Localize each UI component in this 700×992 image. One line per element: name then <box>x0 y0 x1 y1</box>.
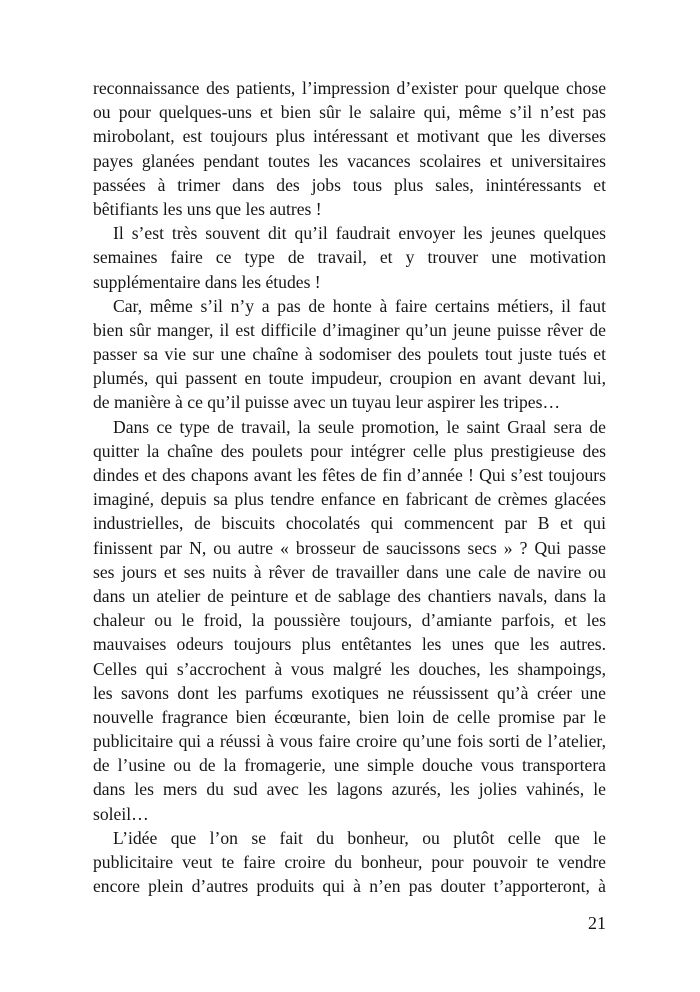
text-line: de l’usine ou de la fromagerie, une simple douche vous transportera <box>93 755 606 776</box>
text-line: dans les mers du sud avec les lagons azurés, les jolies vahinés, le <box>93 779 606 800</box>
text-line: soleil… <box>93 803 149 824</box>
text-line: dindes et des chapons avant les fêtes de fin d’année ! Qui s’est toujours <box>93 465 606 485</box>
text-line: Dans ce type de travail, la seule promotion, le saint Graal sera de <box>113 416 606 437</box>
text-line: bien sûr manger, il est difficile d’imaginer qu’un jeune puisse rêver de <box>93 319 606 340</box>
text-line: finissent par N, ou autre « brosseur de saucissons secs » ? Qui passe <box>93 537 606 558</box>
text-line: encore plein d’autres produits qui à n’en pas douter t’apporteront, à <box>93 876 606 897</box>
text-line: ou pour quelques-uns et bien sûr le salaire qui, même s’il n’est pas <box>93 102 606 123</box>
text-line: Celles qui s’accrochent à vous malgré les douches, les shampoings, <box>93 658 606 679</box>
text-line: imaginé, depuis sa plus tendre enfance en fabricant de crèmes glacées <box>93 489 606 510</box>
text-line: passer sa vie sur une chaîne à sodomiser des poulets tout juste tués et <box>93 344 606 365</box>
text-line: chaleur ou le froid, la poussière toujours, d’amiante parfois, et les <box>93 610 606 631</box>
paragraph <box>93 76 606 221</box>
body-text <box>93 76 606 898</box>
text-line: plumés, qui passent en toute impudeur, croupion en avant devant lui, <box>93 368 606 389</box>
text-line: nouvelle fragrance bien écœurante, bien loin de celle promise par le <box>93 706 606 727</box>
text-line: payes glanées pendant toutes les vacances scolaires et universitaires <box>93 150 606 171</box>
text-line: semaines faire ce type de travail, et y trouver une motivation <box>93 247 606 268</box>
text-line: L’idée que l’on se fait du bonheur, ou plutôt celle que le <box>113 827 606 848</box>
paragraph <box>93 415 606 826</box>
text-line: les savons dont les parfums exotiques ne réussissent qu’à créer une <box>93 682 606 703</box>
text-line: dans un atelier de peinture et de sablage des chantiers navals, dans la <box>93 585 606 606</box>
text-line: mauvaises odeurs toujours plus entêtantes les unes que les autres. <box>93 634 606 655</box>
text-line: Il s’est très souvent dit qu’il faudrait envoyer les jeunes quelques <box>113 223 606 244</box>
text-line: publicitaire qui a réussi à vous faire croire qu’une fois sorti de l’atelier, <box>93 731 606 752</box>
text-line: mirobolant, est toujours plus intéressant et motivant que les diverses <box>93 126 606 147</box>
text-line: supplémentaire dans les études ! <box>93 271 321 292</box>
text-line: de manière à ce qu’il puisse avec un tuyau leur aspirer les tripes… <box>93 392 561 413</box>
text-line: quitter la chaîne des poulets pour intégrer celle plus prestigieuse des <box>93 440 606 461</box>
text-line: ses jours et ses nuits à rêver de travailler dans une cale de navire ou <box>93 561 606 582</box>
text-line: passées à trimer dans des jobs tous plus sales, inintéressants et <box>93 174 606 195</box>
text-line: publicitaire veut te faire croire du bonheur, pour pouvoir te vendre <box>93 852 606 872</box>
text-line: Car, même s’il n’y a pas de honte à faire certains métiers, il faut <box>113 295 606 316</box>
paragraph <box>93 826 606 899</box>
paragraph <box>93 221 606 294</box>
text-line: bêtifiants les uns que les autres ! <box>93 198 322 219</box>
paragraph <box>93 294 606 415</box>
text-line: reconnaissance des patients, l’impression d’exister pour quelque chose <box>93 78 606 98</box>
text-line: industrielles, de biscuits chocolatés qui commencent par B et qui <box>93 513 606 534</box>
page-number: 21 <box>588 913 606 933</box>
